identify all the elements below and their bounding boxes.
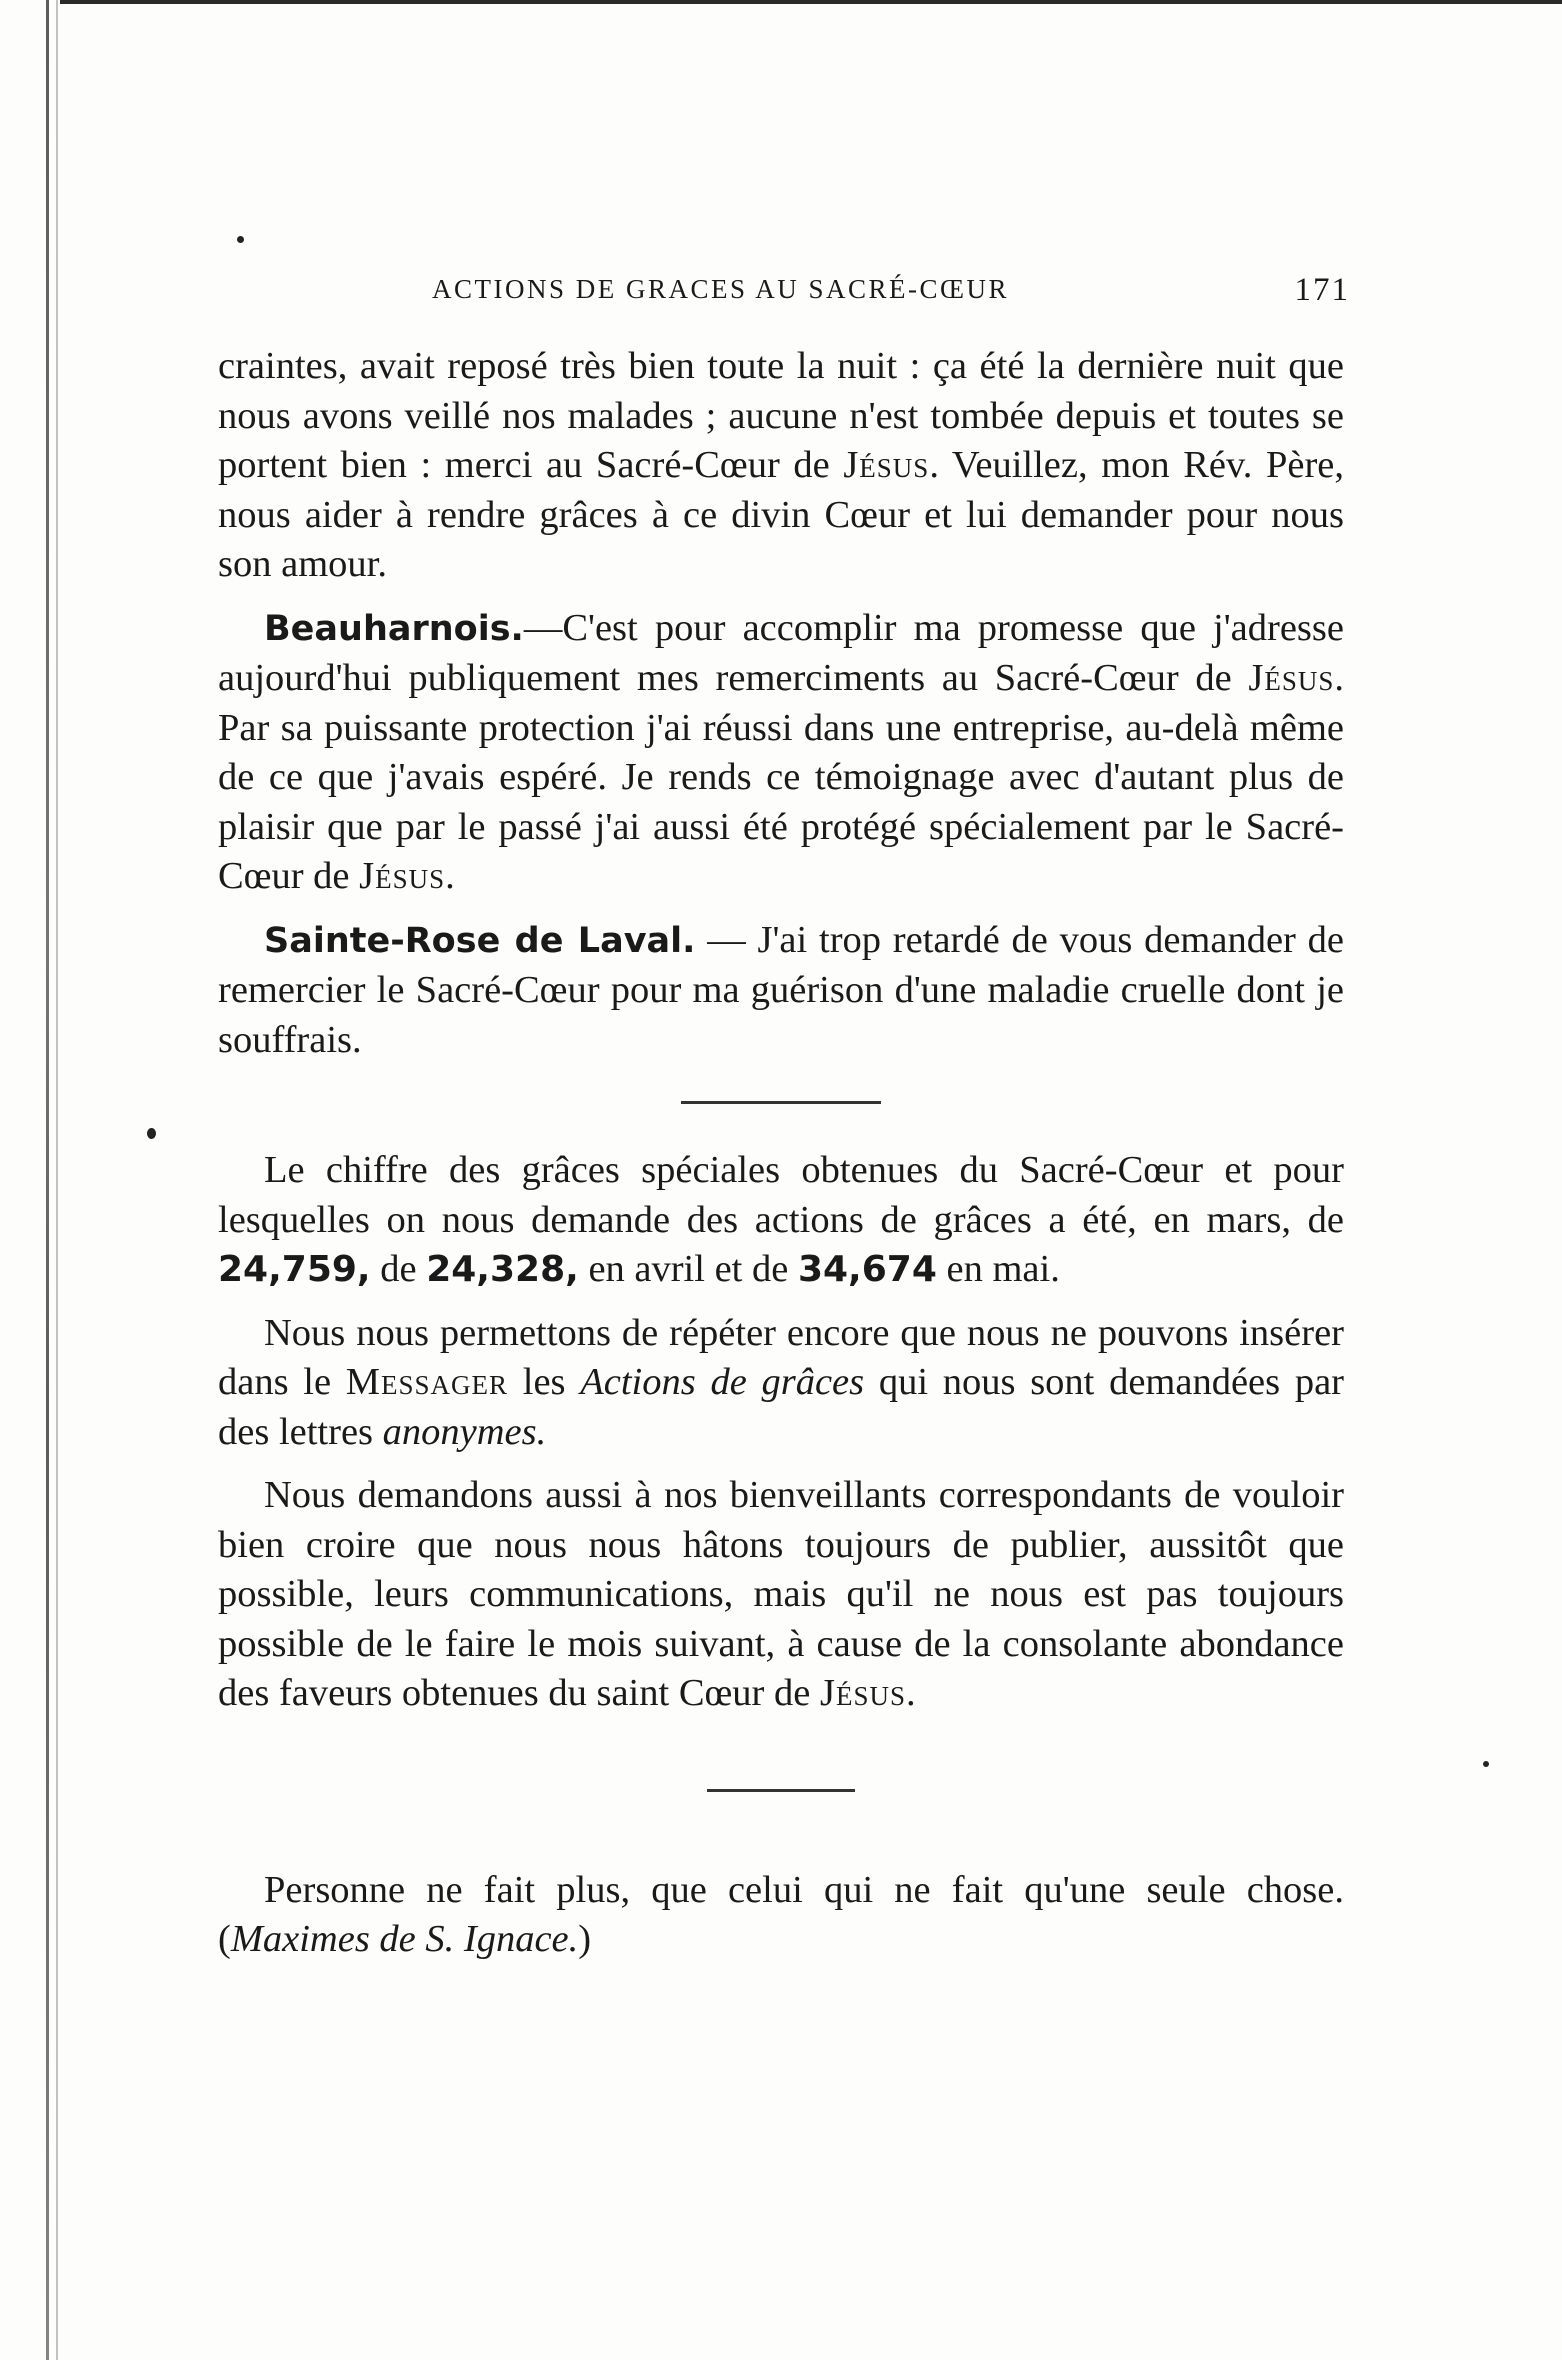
ink-speck bbox=[1483, 1761, 1489, 1767]
paragraph-text: Le chiffre des grâces spéciales obtenues du Sacré-Cœur et pour lesquelles on nous demande des actions de grâces a été, en mars, de bbox=[218, 1149, 1344, 1241]
section-divider bbox=[681, 1101, 881, 1104]
running-head: ACTIONS DE GRACES AU SACRÉ-CŒUR bbox=[432, 274, 1010, 304]
ink-speck bbox=[237, 236, 244, 243]
page-binding-edge bbox=[46, 0, 49, 2360]
paragraph-text: ) bbox=[578, 1918, 592, 1960]
page-header bbox=[210, 262, 1350, 322]
page-body bbox=[218, 342, 1344, 1965]
paragraph-text: Nous nous permettons de répéter encore que nous ne pouvons insérer dans le bbox=[218, 1311, 1344, 1403]
paragraph-text: de bbox=[370, 1248, 427, 1290]
publication-name: Messager bbox=[345, 1361, 509, 1403]
place-heading: Sainte-Rose de Laval. bbox=[264, 920, 696, 961]
name-jesus: Jésus bbox=[1248, 657, 1335, 699]
paragraph-text: —C'est pour accomplir ma promesse que j'adresse aujourd'hui publiquement mes remerciments au Sacré-Cœur de bbox=[218, 606, 1344, 699]
count-may: 34,674 bbox=[797, 1249, 937, 1290]
paragraph-text: . Par sa puissante protection j'ai réussi dans une entreprise, au-delà même de ce que j'avais espéré. Je rends ce témoignage avec d'autant plus de plaisir que par le passé j'ai aussi été protégé spécialement par le Sacré-Cœur de bbox=[218, 657, 1344, 897]
paragraph-text: . bbox=[445, 855, 455, 897]
italic-phrase: anonymes. bbox=[382, 1410, 547, 1453]
paragraph-text: . bbox=[905, 1672, 916, 1714]
name-jesus: Jésus bbox=[359, 855, 446, 897]
count-march: 24,759, bbox=[218, 1249, 371, 1290]
paragraph-statistics bbox=[218, 1146, 1344, 1295]
paragraph-text: — J'ai trop retardé de vous demander de remercier le Sacré-Cœur pour ma guérison d'une maladie cruelle dont je souffrais. bbox=[218, 918, 1345, 1061]
paragraph-text: qui nous sont demandées par des lettres bbox=[218, 1361, 1344, 1453]
section-divider bbox=[707, 1789, 855, 1792]
paragraph-maxim bbox=[218, 1866, 1344, 1965]
paragraph-continuation bbox=[218, 342, 1344, 590]
paragraph-text: craintes, avait reposé très bien toute la nuit : ça été la dernière nuit que nous avons veillé nos malades ; aucune n'est tombée depuis et toutes se portent bien : merci au Sacré-Cœur de bbox=[218, 345, 1344, 486]
paragraph-text: Nous demandons aussi à nos bienveillants correspondants de vouloir bien croire que nous nous hâtons toujours de publier, aussitôt que possible, leurs communications, mais qu'il ne nous est pas toujours possible de le faire le mois suivant, à cause de la consolante abondance des faveurs obtenues du saint Cœur de bbox=[218, 1474, 1344, 1714]
page-binding-shadow bbox=[56, 0, 58, 2360]
paragraph-beauharnois bbox=[218, 604, 1344, 902]
maxim-source: Maximes de S. Ignace. bbox=[230, 1918, 579, 1960]
paragraph-anonymous-letters bbox=[218, 1309, 1344, 1458]
paragraph-text: en avril et de bbox=[578, 1248, 798, 1290]
name-jesus: Jésus bbox=[819, 1672, 906, 1714]
page-top-edge bbox=[60, 0, 1562, 4]
name-jesus: Jésus bbox=[843, 444, 930, 486]
paragraph-text: . Veuillez, mon Rév. Père, nous aider à rendre grâces à ce divin Cœur et lui demander pour nous son amour. bbox=[218, 444, 1344, 585]
paragraph-text: Personne ne fait plus, que celui qui ne fait qu'une seule chose. ( bbox=[218, 1868, 1344, 1960]
paragraph-sainte-rose bbox=[218, 916, 1344, 1066]
count-april: 24,328, bbox=[426, 1249, 579, 1290]
place-heading: Beauharnois. bbox=[264, 608, 524, 649]
ink-speck bbox=[147, 1128, 156, 1139]
italic-phrase: Actions de grâces bbox=[580, 1361, 865, 1403]
page-number: 171 bbox=[1294, 272, 1350, 308]
paragraph-text: les bbox=[508, 1361, 581, 1403]
paragraph-text: en mai. bbox=[936, 1248, 1060, 1290]
paragraph-correspondents bbox=[218, 1471, 1344, 1719]
